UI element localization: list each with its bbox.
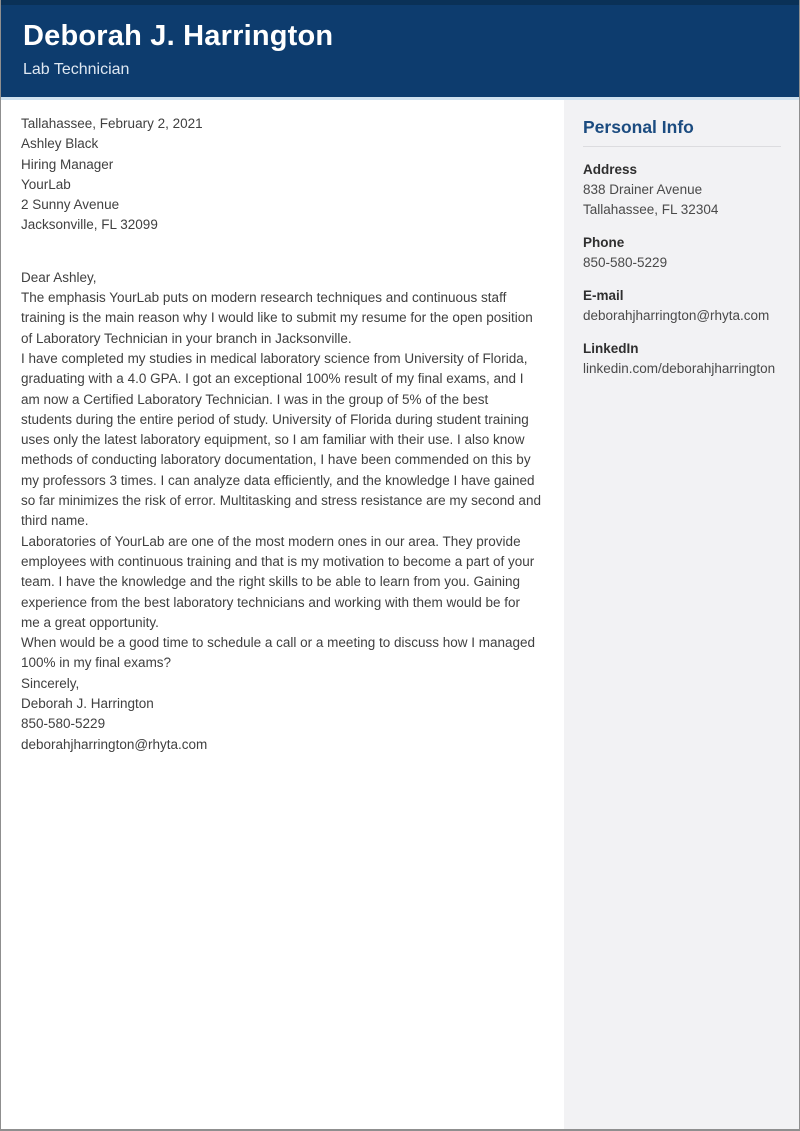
letter-paragraph-1: The emphasis YourLab puts on modern research techniques and continuous staff training is the main reason why I would like to submit my resume for the open position of Laboratory Technician in your branch in Jacksonville.	[21, 290, 533, 346]
letter-header	[1, 0, 799, 97]
personal-info-sidebar	[564, 100, 799, 1131]
recipient-block	[21, 134, 542, 235]
signature-email: deborahjharrington@rhyta.com	[21, 736, 208, 752]
email-value: deborahjharrington@rhyta.com	[583, 308, 770, 324]
recipient-name: Ashley Black	[21, 136, 99, 152]
sidebar-section-address	[583, 160, 781, 220]
signature-phone: 850-580-5229	[21, 716, 106, 732]
page-content	[1, 100, 799, 1131]
sidebar-section-linkedin	[583, 339, 781, 379]
date-line: Tallahassee, February 2, 2021	[21, 116, 203, 131]
address-line-1: 838 Drainer Avenue	[583, 182, 703, 198]
sidebar-title: Personal Info	[583, 117, 694, 137]
email-label: E-mail	[583, 288, 624, 304]
signature-block	[21, 694, 542, 755]
address-line-2: Tallahassee, FL 32304	[583, 202, 719, 218]
phone-value: 850-580-5229	[583, 255, 668, 271]
signature-name: Deborah J. Harrington	[21, 696, 154, 712]
salutation: Dear Ashley,	[21, 269, 97, 285]
linkedin-label: LinkedIn	[583, 341, 639, 357]
sidebar-section-phone	[583, 233, 781, 273]
person-name: Deborah J. Harrington	[23, 20, 334, 52]
recipient-company: YourLab	[21, 176, 71, 192]
sidebar-section-email	[583, 286, 781, 326]
letter-body	[1, 100, 564, 1131]
address-label: Address	[583, 162, 638, 178]
letter-paragraph-2: I have completed my studies in medical laboratory science from University of Florida, graduating with a 4.0 GPA. I got an exceptional 100% result of my final exams, and I am now a Certified Laboratory Technician. I was in the group of 5% of the best students during the entire period of study. University of Florida during student training uses only the latest laboratory equipment, so I am familiar with their use. I also know methods of conducting laboratory documentation, I have been commended on this by my professors 3 times. I can analyze data efficiently, and the knowledge I have gained so far minimizes the risk of error. Multitasking and stress resistance are my second and third name.	[21, 350, 541, 529]
letter-paragraph-3: Laboratories of YourLab are one of the most modern ones in our area. They provide employees with continuous training and that is my motivation to become a part of your team. I have the knowledge and the right skills to be able to learn from you. Gaining experience from the best laboratory technicians and working with them would be for me a great opportunity.	[21, 533, 535, 630]
recipient-city: Jacksonville, FL 32099	[21, 217, 158, 233]
recipient-role: Hiring Manager	[21, 156, 114, 172]
job-title: Lab Technician	[23, 60, 130, 78]
recipient-street: 2 Sunny Avenue	[21, 197, 120, 213]
sidebar-divider	[583, 146, 781, 147]
closing: Sincerely,	[21, 675, 80, 691]
phone-label: Phone	[583, 235, 625, 251]
linkedin-value: linkedin.com/deborahjharrington	[583, 361, 776, 377]
letter-paragraph-4: When would be a good time to schedule a call or a meeting to discuss how I managed 100% in my final exams?	[21, 635, 536, 671]
